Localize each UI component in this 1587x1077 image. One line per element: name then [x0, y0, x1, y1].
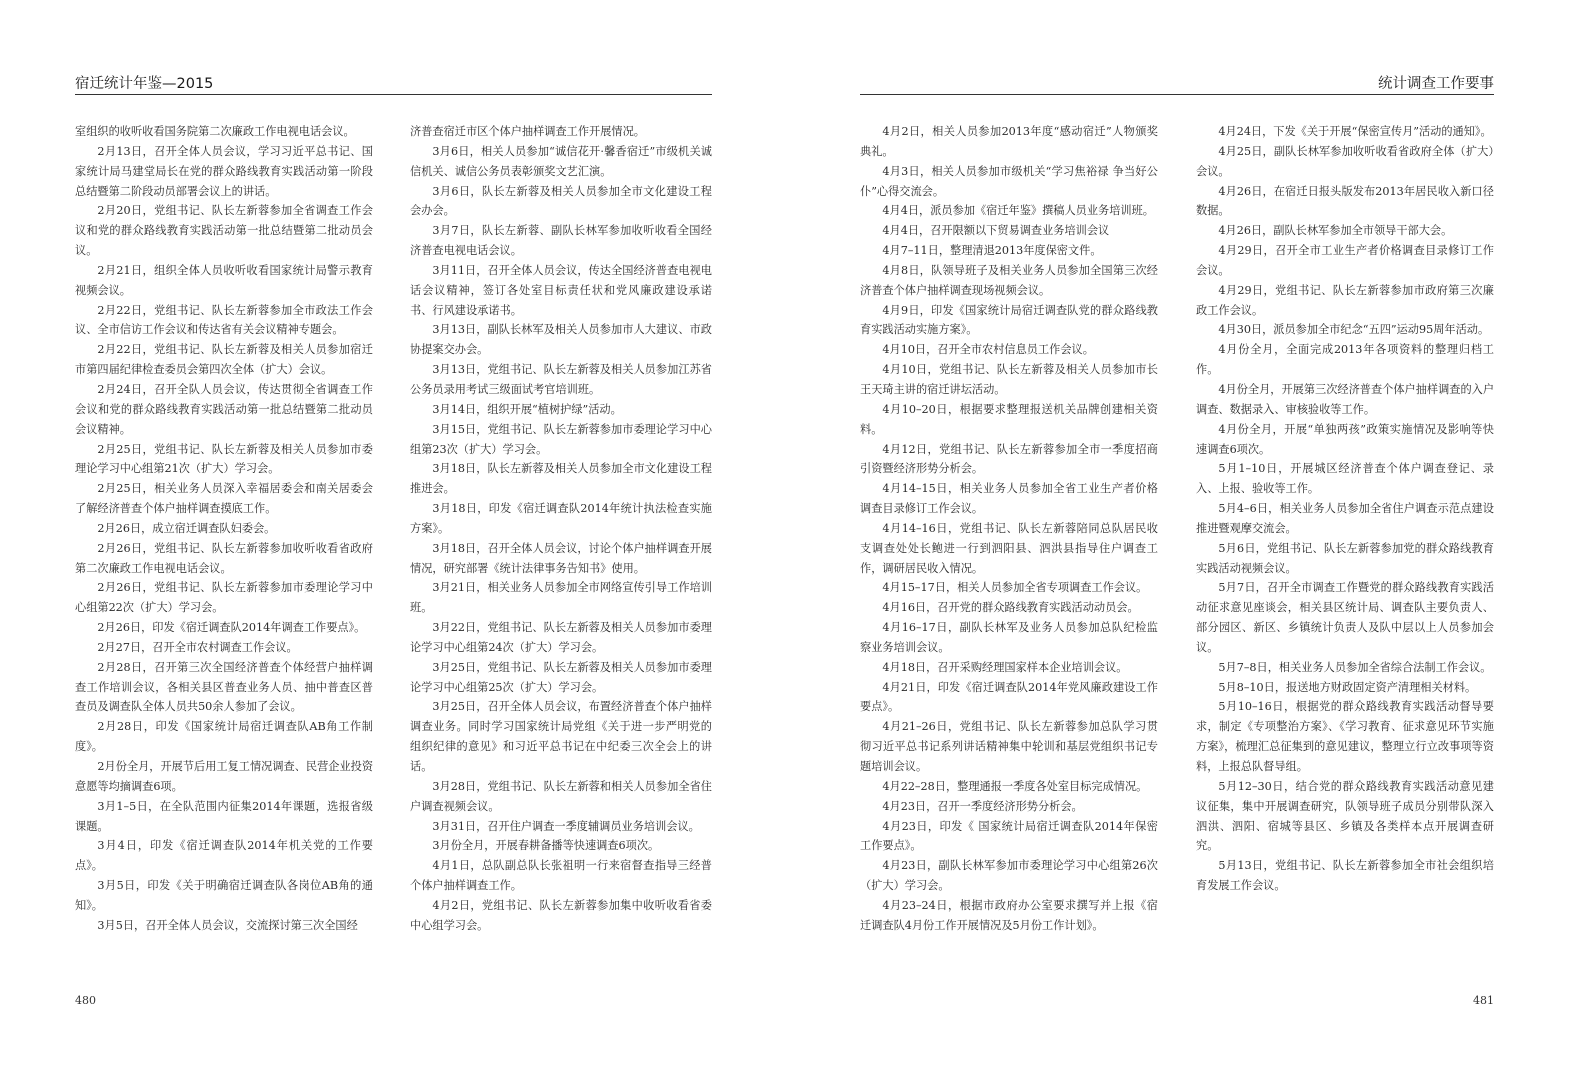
- entry-paragraph: 3月18日，印发《宿迁调查队2014年统计执法检查实施方案》。: [410, 502, 712, 535]
- entry-paragraph: 4月26日，在宿迁日报头版发布2013年居民收入新口径数据。: [1196, 184, 1494, 218]
- running-header-right: 统计调查工作要事: [1378, 76, 1494, 92]
- entry-paragraph: 2月26日，印发《宿迁调查队2014年调查工作要点》。: [97, 621, 366, 635]
- entry-paragraph: 4月10–20日，根据要求整理报送机关品牌创建相关资料。: [860, 402, 1158, 436]
- entry-paragraph: 3月7日，队长左新蓉、副队长林军参加收听收看全国经济普查电视电话会议。: [410, 224, 712, 258]
- entry-paragraph: 3月18日，召开全体人员会议，讨论个体户抽样调查开展情况，研究部署《统计法律事务告知书》使用。: [410, 541, 712, 575]
- entry-paragraph: 2月份全月，开展节后用工复工情况调查、民营企业投资意愿等均摘调查6项。: [75, 760, 374, 793]
- entry-paragraph: 4月4日，派员参加《宿迁年鉴》撰稿人员业务培训班。: [882, 204, 1154, 218]
- entry-paragraph: 4月14–15日，相关业务人员参加全省工业生产者价格调查目录修订工作会议。: [860, 482, 1158, 516]
- entry-paragraph: 5月10–16日，根据党的群众路线教育实践活动督导要求，制定《专项整治方案》、《学习教育、征求意见环节实施方案》，梳理汇总征集到的意见建议，整理立行立改事项等资料，上报总队督导组。: [1196, 700, 1494, 773]
- entry-paragraph: 3月25日，党组书记、队长左新蓉及相关人员参加市委理论学习中心组第25次（扩大）学习会。: [410, 660, 712, 694]
- entry-paragraph: 5月7–8日，相关业务人员参加全省综合法制工作会议。: [1218, 660, 1492, 674]
- entry-paragraph: 4月26日，副队长林军参加全市领导干部大会。: [1218, 224, 1453, 238]
- entry-paragraph: 2月25日，相关业务人员深入幸福居委会和南关居委会了解经济普查个体户抽样调查摸底工作。: [75, 482, 373, 516]
- entry-paragraph: 4月25日，副队长林军参加收听收看省政府全体（扩大）会议。: [1196, 144, 1494, 178]
- entry-paragraph: 4月23–24日，根据市政府办公室要求撰写并上报《宿迁调查队4月份工作开展情况及5月份工作计划》。: [860, 898, 1158, 932]
- entry-paragraph: 4月29日，召开全市工业生产者价格调查目录修订工作会议。: [1196, 244, 1494, 277]
- entry-paragraph: 5月6日，党组书记、队长左新蓉参加党的群众路线教育实践活动视频会议。: [1196, 541, 1494, 575]
- entry-paragraph: 2月27日，召开全市农村调查工作会议。: [97, 640, 298, 654]
- entry-paragraph: 2月26日，党组书记、队长左新蓉参加收听收看省政府第二次廉政工作电视电话会议。: [75, 541, 373, 575]
- entry-paragraph: 3月5日，召开全体人员会议，交流探讨第三次全国经: [97, 918, 358, 932]
- entry-paragraph: 4月22–28日，整理通报一季度各处室目标完成情况。: [882, 779, 1148, 793]
- entry-paragraph: 4月4日，召开限额以下贸易调查业务培训会议: [882, 224, 1110, 238]
- entry-paragraph: 5月1–10日，开展城区经济普查个体户调查登记、录入、上报、验收等工作。: [1196, 462, 1494, 496]
- entry-paragraph: 5月4–6日，相关业务人员参加全省住户调查示范点建设推进暨观摩交流会。: [1196, 502, 1494, 535]
- right-page: [793, 0, 1587, 1077]
- entry-paragraph: 4月18日，召开采购经理国家样本企业培训会议。: [882, 660, 1128, 674]
- entry-paragraph: 3月22日，党组书记、队长左新蓉及相关人员参加市委理论学习中心组第24次（扩大）学习会。: [410, 621, 712, 654]
- entry-paragraph: 4月23日，副队长林军参加市委理论学习中心组第26次（扩大）学习会。: [860, 859, 1158, 893]
- running-header-left: 宿迁统计年鉴—2015: [75, 76, 214, 92]
- entry-paragraph: 4月15–17日，相关人员参加全省专项调查工作会议。: [882, 581, 1148, 595]
- entry-paragraph: 3月6日，相关人员参加“诚信花开·馨香宿迁”市级机关诚信机关、诚信公务员表彰颁奖文艺汇演。: [410, 144, 712, 178]
- entry-paragraph: 3月25日，召开全体人员会议，布置经济普查个体户抽样调查业务。同时学习国家统计局党组《关于进一步严明党的组织纪律的意见》和习近平总书记在中纪委三次全会上的讲话。: [410, 700, 712, 773]
- entry-paragraph: 4月21日，印发《宿迁调查队2014年党风廉政建设工作要点》。: [860, 680, 1158, 714]
- text-column: [1196, 122, 1494, 896]
- entry-paragraph: 5月13日，党组书记、队长左新蓉参加全市社会组织培育发展工作会议。: [1196, 859, 1494, 893]
- text-column: [410, 122, 712, 936]
- entry-paragraph: 3月13日，副队长林军及相关人员参加市人大建议、市政协提案交办会。: [410, 323, 712, 357]
- entry-paragraph: 2月26日，党组书记、队长左新蓉参加市委理论学习中心组第22次（扩大）学习会。: [75, 581, 373, 615]
- left-page: [0, 0, 793, 1077]
- entry-paragraph: 3月28日，党组书记、队长左新蓉和相关人员参加全省住户调查视频会议。: [410, 779, 712, 813]
- entry-paragraph: 室组织的收听收看国务院第二次廉政工作电视电话会议。: [75, 125, 355, 138]
- entry-paragraph: 4月16日，召开党的群众路线教育实践活动动员会。: [882, 601, 1139, 615]
- text-column: [75, 122, 373, 936]
- entry-paragraph: 2月24日，召开全队人员会议，传达贯彻全省调查工作会议和党的群众路线教育实践活动第一批总结暨第二批动员会议精神。: [75, 382, 373, 436]
- entry-paragraph: 2月28日，召开第三次全国经济普查个体经营户抽样调查工作培训会议，各相关县区普查业务人员、抽中普查区普查员及调查队全体人员共50余人参加了会议。: [75, 660, 373, 714]
- entry-paragraph: 2月28日，印发《国家统计局宿迁调查队AB角工作制度》。: [75, 720, 373, 754]
- entry-paragraph: 3月1–5日，在全队范围内征集2014年课题，选报省级课题。: [75, 799, 373, 833]
- entry-paragraph: 5月8–10日，报送地方财政固定资产清理相关材料。: [1218, 680, 1477, 694]
- entry-paragraph: 2月26日，成立宿迁调查队妇委会。: [97, 521, 276, 535]
- entry-paragraph: 4月29日，党组书记、队长左新蓉参加市政府第三次廉政工作会议。: [1196, 283, 1494, 317]
- entry-paragraph: 2月21日，组织全体人员收听收看国家统计局警示教育视频会议。: [75, 263, 373, 297]
- entry-paragraph: 4月2日，相关人员参加2013年度“感动宿迁”人物颁奖典礼。: [860, 125, 1158, 158]
- entry-paragraph: 4月23日，印发《 国家统计局宿迁调查队2014年保密工作要点》。: [860, 819, 1158, 853]
- entry-paragraph: 3月份全月，开展春耕备播等快速调查6项次。: [432, 839, 660, 853]
- entry-paragraph: 3月14日，组织开展“植树护绿”活动。: [432, 402, 622, 416]
- entry-paragraph: 4月21–26日，党组书记、队长左新蓉参加总队学习贯彻习近平总书记系列讲话精神集中轮训和基层党组织书记专题培训会议。: [860, 720, 1158, 773]
- entry-paragraph: 4月30日，派员参加全市纪念“五四”运动95周年活动。: [1218, 323, 1490, 337]
- entry-paragraph: 4月3日，相关人员参加市级机关“学习焦裕禄 争当好公仆”心得交流会。: [860, 164, 1158, 198]
- entry-paragraph: 济普查宿迁市区个体户抽样调查工作开展情况。: [410, 125, 645, 138]
- entry-paragraph: 4月9日，印发《国家统计局宿迁调查队党的群众路线教育实践活动实施方案》。: [860, 303, 1158, 337]
- header-rule-left: [75, 94, 712, 95]
- entry-paragraph: 2月25日，党组书记、队长左新蓉及相关人员参加市委理论学习中心组第21次（扩大）学习会。: [75, 442, 373, 476]
- header-rule-right: [860, 94, 1494, 95]
- entry-paragraph: 4月16–17日，副队长林军及业务人员参加总队纪检监察业务培训会议。: [860, 621, 1158, 654]
- entry-paragraph: 2月22日，党组书记、队长左新蓉及相关人员参加宿迁市第四届纪律检查委员会第四次全体（扩大）会议。: [75, 343, 373, 377]
- entry-paragraph: 4月份全月，开展“单独两孩”政策实施情况及影响等快速调查6项次。: [1196, 422, 1494, 456]
- entry-paragraph: 3月15日，党组书记、队长左新蓉参加市委理论学习中心组第23次（扩大）学习会。: [410, 422, 712, 456]
- entry-paragraph: 5月7日，召开全市调查工作暨党的群众路线教育实践活动征求意见座谈会，相关县区统计局、调查队主要负责人、部分园区、新区、乡镇统计负责人及队中层以上人员参加会议。: [1196, 581, 1494, 654]
- entry-paragraph: 2月13日，召开全体人员会议，学习习近平总书记、国家统计局马建堂局长在党的群众路线教育实践活动第一阶段总结暨第二阶段动员部署会议上的讲话。: [75, 144, 373, 198]
- entry-paragraph: 4月10日，召开全市农村信息员工作会议。: [882, 343, 1094, 357]
- page-number-right: 481: [1473, 994, 1494, 1007]
- entry-paragraph: 3月13日，党组书记、队长左新蓉及相关人员参加江苏省公务员录用考试三级面试考官培训班。: [410, 363, 712, 396]
- entry-paragraph: 2月20日，党组书记、队长左新蓉参加全省调查工作会议和党的群众路线教育实践活动第一批总结暨第二批动员会议。: [75, 204, 373, 258]
- entry-paragraph: 4月2日，党组书记、队长左新蓉参加集中收听收看省委中心组学习会。: [410, 898, 712, 932]
- entry-paragraph: 3月4日，印发《宿迁调查队2014年机关党的工作要点》。: [75, 839, 373, 873]
- entry-paragraph: 3月5日，印发《关于明确宿迁调查队各岗位AB角的通知》。: [75, 879, 373, 912]
- page-number-left: 480: [75, 994, 96, 1007]
- entry-paragraph: 4月份全月，开展第三次经济普查个体户抽样调查的入户调查、数据录入、审核验收等工作。: [1196, 382, 1495, 416]
- entry-paragraph: 4月8日，队领导班子及相关业务人员参加全国第三次经济普查个体户抽样调查现场视频会议。: [860, 263, 1158, 297]
- entry-paragraph: 3月18日，队长左新蓉及相关人员参加全市文化建设工程推进会。: [410, 462, 712, 496]
- entry-paragraph: 4月23日，召开一季度经济形势分析会。: [882, 799, 1083, 813]
- entry-paragraph: 3月11日，召开全体人员会议，传达全国经济普查电视电话会议精神，签订各处室目标责任状和党风廉政建设承诺书、行风建设承诺书。: [410, 263, 712, 317]
- entry-paragraph: 4月7–11日，整理清退2013年度保密文件。: [882, 244, 1102, 258]
- entry-paragraph: 4月24日，下发《关于开展“保密宣传月”活动的通知》。: [1218, 125, 1492, 138]
- entry-paragraph: 3月21日，相关业务人员参加全市网络宣传引导工作培训班。: [410, 581, 712, 615]
- entry-paragraph: 4月12日，党组书记、队长左新蓉参加全市一季度招商引资暨经济形势分析会。: [860, 442, 1158, 476]
- entry-paragraph: 5月12–30日，结合党的群众路线教育实践活动意见建议征集，集中开展调查研究，队领导班子成员分别带队深入泗洪、泗阳、宿城等县区、乡镇及各类样本点开展调查研究。: [1196, 779, 1494, 853]
- entry-paragraph: 2月22日，党组书记、队长左新蓉参加全市政法工作会议、全市信访工作会议和传达省有关会议精神专题会。: [75, 303, 373, 337]
- entry-paragraph: 3月31日，召开住户调查一季度辅调员业务培训会议。: [432, 819, 700, 833]
- text-column: [860, 122, 1158, 936]
- entry-paragraph: 4月14–16日，党组书记、队长左新蓉陪同总队居民收支调查处处长鲍进一行到泗阳县、泗洪县指导住户调查工作，调研居民收入情况。: [860, 521, 1158, 575]
- entry-paragraph: 4月份全月，全面完成2013年各项资料的整理归档工作。: [1196, 343, 1494, 377]
- entry-paragraph: 3月6日，队长左新蓉及相关人员参加全市文化建设工程会办会。: [410, 184, 712, 218]
- entry-paragraph: 4月10日，党组书记、队长左新蓉及相关人员参加市长王天琦主讲的宿迁讲坛活动。: [860, 363, 1158, 396]
- entry-paragraph: 4月1日，总队副总队长张祖明一行来宿督查指导三经普个体户抽样调查工作。: [410, 859, 712, 893]
